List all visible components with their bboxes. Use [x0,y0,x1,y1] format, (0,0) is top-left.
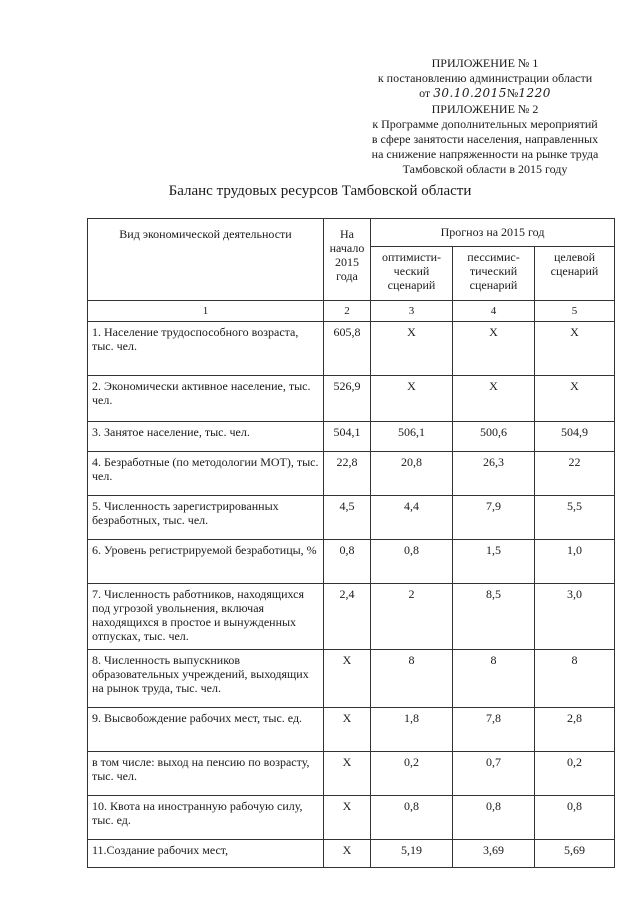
column-index: 3 [371,301,453,322]
row-name: 6. Уровень регистрируемой безработицы, % [88,540,324,584]
value-start: X [324,708,371,752]
header-target: целевой сценарий [535,246,615,300]
table-row [88,540,615,584]
value-target: 0,2 [535,752,615,796]
page-title: Баланс трудовых ресурсов Тамбовской области [168,183,472,199]
value-pessimistic: 8 [453,650,535,708]
row-name: 11.Создание рабочих мест, [88,840,324,868]
table-row [88,840,615,868]
program-line-2: в сфере занятости населения, направленных [371,132,599,147]
value-target: X [535,322,615,376]
handwritten-number: 1220 [518,86,551,101]
resolution-reference: к постановлению администрации области [377,71,593,86]
column-index: 2 [324,301,371,322]
value-optimistic: 5,19 [371,840,453,868]
value-start: 2,4 [324,584,371,650]
value-optimistic: 506,1 [371,422,453,452]
value-start: X [324,752,371,796]
date-prefix: от [419,86,431,101]
row-name: 7. Численность работников, находящихся под угрозой увольнения, включая находящихся в простое и вынужденных отпусках, тыс. чел. [88,584,324,650]
value-start: 526,9 [324,376,371,422]
value-start: X [324,840,371,868]
value-optimistic: X [371,376,453,422]
table-row [88,322,615,376]
column-index: 5 [535,301,615,322]
value-pessimistic: 8,5 [453,584,535,650]
table-row [88,422,615,452]
program-line-4: Тамбовской области в 2015 году [402,162,568,177]
table-row [88,584,615,650]
value-target: 0,8 [535,796,615,840]
value-target: 504,9 [535,422,615,452]
row-name: 3. Занятое население, тыс. чел. [88,422,324,452]
row-name: 2. Экономически активное население, тыс. чел. [88,376,324,422]
row-name: 8. Численность выпускников образовательных учреждений, выходящих на рынок труда, тыс. чел. [88,650,324,708]
value-pessimistic: 0,8 [453,796,535,840]
column-index: 4 [453,301,535,322]
value-start: 0,8 [324,540,371,584]
table-row [88,452,615,496]
value-optimistic: 20,8 [371,452,453,496]
value-optimistic: 8 [371,650,453,708]
table-row [88,796,615,840]
program-line-3: на снижение напряженности на рынке труда [371,147,599,162]
value-pessimistic: X [453,376,535,422]
value-pessimistic: 1,5 [453,540,535,584]
resolution-date-number [340,86,630,101]
table-header-row [88,219,615,247]
handwritten-date: 30.10.2015 [433,86,507,101]
value-optimistic: 4,4 [371,496,453,540]
value-pessimistic: 3,69 [453,840,535,868]
number-sign: № [506,86,519,101]
value-pessimistic: 0,7 [453,752,535,796]
table-row [88,650,615,708]
row-name: 5. Численность зарегистрированных безработных, тыс. чел. [88,496,324,540]
row-name: 1. Население трудоспособного возраста, тыс. чел. [88,322,324,376]
row-name: 10. Квота на иностранную рабочую силу, тыс. ед. [88,796,324,840]
value-start: X [324,650,371,708]
labor-balance-table [87,218,615,868]
column-index: 1 [88,301,324,322]
value-optimistic: 0,8 [371,540,453,584]
value-start: 504,1 [324,422,371,452]
program-line-1: к Программе дополнительных мероприятий [372,116,598,131]
value-target: 22 [535,452,615,496]
table-row [88,376,615,422]
header-activity: Вид экономической деятельности [88,219,324,301]
value-target: X [535,376,615,422]
header-forecast-2015: Прогноз на 2015 год [371,219,615,247]
value-pessimistic: 26,3 [453,452,535,496]
row-name: 9. Высвобождение рабочих мест, тыс. ед. [88,708,324,752]
value-pessimistic: X [453,322,535,376]
value-target: 5,69 [535,840,615,868]
value-optimistic: 0,8 [371,796,453,840]
value-start: 605,8 [324,322,371,376]
value-optimistic: 2 [371,584,453,650]
value-target: 2,8 [535,708,615,752]
value-optimistic: 0,2 [371,752,453,796]
value-pessimistic: 7,8 [453,708,535,752]
document-header [340,56,630,178]
row-name: в том числе: выход на пенсию по возрасту, тыс. чел. [88,752,324,796]
header-optimistic: оптимисти-ческий сценарий [371,246,453,300]
table-row [88,752,615,796]
header-pessimistic: пессимис-тический сценарий [453,246,535,300]
value-start: X [324,796,371,840]
appendix-1-label: ПРИЛОЖЕНИЕ № 1 [431,56,539,70]
value-pessimistic: 7,9 [453,496,535,540]
value-pessimistic: 500,6 [453,422,535,452]
header-start-2015: На начало 2015 года [324,219,371,301]
column-index-row [88,301,615,322]
value-target: 1,0 [535,540,615,584]
value-start: 4,5 [324,496,371,540]
value-target: 3,0 [535,584,615,650]
value-target: 5,5 [535,496,615,540]
table-row [88,496,615,540]
value-target: 8 [535,650,615,708]
appendix-2-label: ПРИЛОЖЕНИЕ № 2 [431,101,539,116]
value-optimistic: 1,8 [371,708,453,752]
row-name: 4. Безработные (по методологии МОТ), тыс. чел. [88,452,324,496]
value-start: 22,8 [324,452,371,496]
table-row [88,708,615,752]
value-optimistic: X [371,322,453,376]
